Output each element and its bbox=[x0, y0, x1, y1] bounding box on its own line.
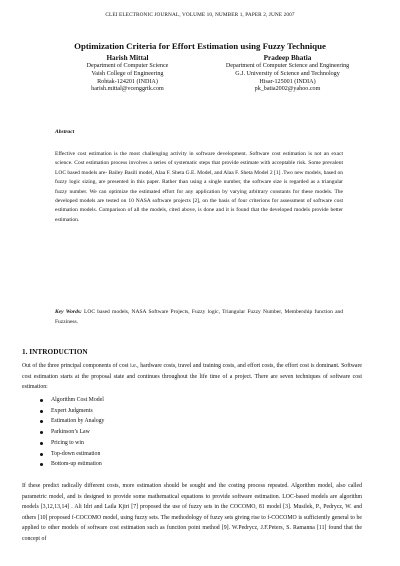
bullet-icon bbox=[40, 442, 43, 445]
bullet-icon bbox=[40, 410, 43, 413]
author-name: Pradeep Bhatia bbox=[263, 54, 312, 62]
abstract-heading: Abstract bbox=[55, 129, 75, 135]
list-item: Bottom-up estimation bbox=[40, 459, 104, 470]
paper-title: Optimization Criteria for Effort Estimation using Fuzzy Technique bbox=[74, 41, 326, 51]
list-item: Pricing to win bbox=[40, 438, 104, 449]
author-email: pk_batia2002@yahoo.com bbox=[254, 86, 321, 93]
list-item: Estimation by Analogy bbox=[40, 416, 104, 427]
keywords-label: Key Words: bbox=[55, 309, 82, 315]
author-address: Hisar-125001 (INDIA) bbox=[259, 78, 316, 85]
technique-list bbox=[40, 395, 104, 470]
intro-paragraph-2: If these predict radically different costs, more estimation should be sought and the costing process repeated. Algorithm model, also called parametric model, and is designed to provide some mathematical equations to provide software estimation. LOC-based models are algorithm models [3,12,13,14] . Ali Idri and Laila Kjiri [7] proposed the use of fuzzy sets in the COCOMO, 81 model [3]. Musilek, P., Pedrycz, W. and others [10] proposed f-COCOMO model, using fuzzy sets. The methodology of fuzzy sets giving rise to f-COCOMO is sufficiently general to be applied to other models of software cost estimation such as function point method [9]. W.Pedrycz, J.F.Peters, S. Ramanna [11] found that the concept of bbox=[22, 483, 362, 542]
author-email: harish.mittal@vcenggrtk.com bbox=[91, 86, 164, 93]
bullet-icon bbox=[40, 453, 43, 456]
author-dept: Department of Computer Science and Engineering bbox=[225, 63, 350, 69]
bullet-icon bbox=[40, 420, 43, 423]
author-name: Harish Mittal bbox=[106, 54, 149, 62]
running-head: CLEI ELECTRONIC JOURNAL, VOLUME 10, NUMBER 1, PAPER 2, JUNE 2007 bbox=[105, 12, 295, 18]
bullet-icon bbox=[40, 399, 43, 402]
keywords-text: LOC based models, NASA Software Projects, Fuzzy logic, Triangular Fuzzy Number, Membership function and Fuzziness. bbox=[55, 309, 344, 325]
section-heading: 1. INTRODUCTION bbox=[22, 347, 88, 356]
list-item: Algorithm Cost Model bbox=[40, 395, 104, 406]
abstract-text: Effective cost estimation is the most challenging activity in software development. Software cost estimation is not an exact science. Cost estimation process involves a series of systematic steps that provide estimate with acceptable risk. Some prevalent LOC based models are- Bailey Basili model, Alaa F. Sheta G.E. Model, and Alaa F. Sheta Model 2 [1] .Two new models, based on fuzzy logic sizing, are presented in this paper. Rather than using a single number, the software size is regarded as a triangular fuzzy number. We can optimize the estimated effort for any application by varying arbitrary constants for these models. The developed models are tested on 10 NASA software projects [2], on the basis of four criterions for assessment of software cost estimation models. Comparison of all the models, cited above, is done and it is found that the developed models provide better estimation. bbox=[55, 151, 343, 223]
list-item: Parkinson’s Law bbox=[40, 427, 104, 438]
author-institution: G.J. University of Science and Technology bbox=[235, 70, 340, 77]
keywords bbox=[55, 307, 343, 327]
author-dept: Department of Computer Science bbox=[86, 63, 169, 69]
author-block-1 bbox=[60, 54, 195, 94]
intro-paragraph-1: Out of the three principal components of cost i.e., hardware costs, travel and training costs, and effort costs, the effort cost is dominant. Software cost estimation starts at the proposal state and continues throughout the life time of a project. There are seven techniques of software cost estimation: bbox=[22, 363, 362, 391]
author-institution: Vaish College of Engineering bbox=[91, 70, 164, 77]
list-item: Expert Judgments bbox=[40, 406, 104, 417]
bullet-icon bbox=[40, 431, 43, 434]
bullet-icon bbox=[40, 463, 43, 466]
author-address: Rohtak-124201 (INDIA) bbox=[97, 78, 158, 85]
list-item: Top-down estimation bbox=[40, 449, 104, 460]
author-block-2 bbox=[200, 54, 375, 94]
